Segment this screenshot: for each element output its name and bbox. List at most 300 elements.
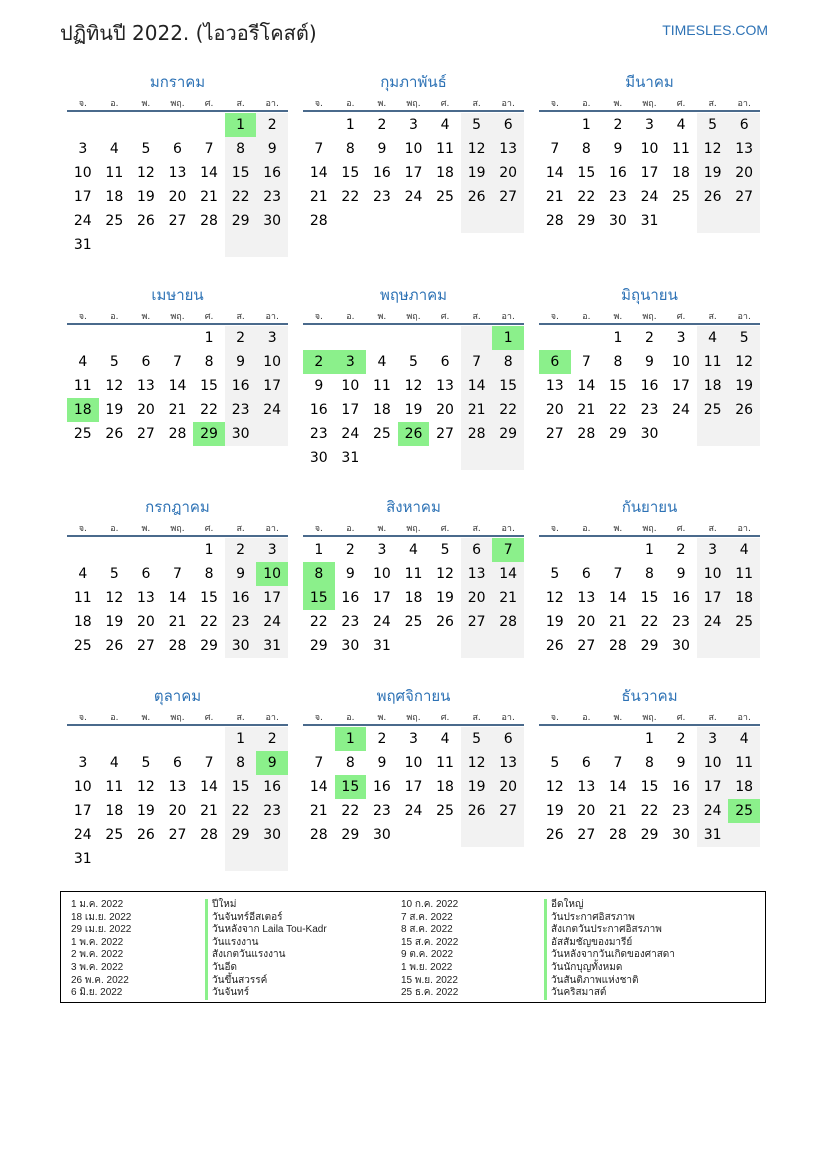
weekday-label: พฤ. (170, 713, 185, 723)
legend-holiday-name: วันหลังจาก Laila Tou-Kadr (205, 924, 327, 937)
day-cell: 10 (703, 755, 722, 771)
day-cell: 17 (263, 378, 282, 394)
day-cell: 11 (735, 755, 754, 771)
day-cell: 30 (608, 213, 627, 229)
month-block (539, 286, 760, 486)
day-cell: 31 (73, 237, 92, 253)
day-cell: 9 (676, 566, 686, 582)
month-name: เมษายน (151, 286, 204, 304)
weekday-label: อ. (346, 524, 355, 534)
weekday-label: พ. (613, 713, 623, 723)
day-cell: 25 (703, 402, 722, 418)
day-cell: 3 (708, 542, 718, 558)
month-block (303, 73, 524, 273)
day-cell: 5 (109, 566, 119, 582)
day-cell: 21 (577, 402, 596, 418)
day-cell: 11 (105, 165, 124, 181)
weekday-label: ศ. (440, 99, 450, 109)
month-name: กรกฎาคม (145, 498, 210, 516)
weekday-label: อา. (265, 312, 279, 322)
day-cell: 15 (608, 378, 627, 394)
day-cell: 15 (640, 779, 659, 795)
legend-date: 7 ส.ค. 2022 (401, 911, 453, 923)
day-cell: 18 (735, 590, 754, 606)
day-cell: 12 (703, 141, 722, 157)
day-cell: 3 (645, 117, 654, 133)
day-cell: 16 (672, 590, 690, 606)
day-cell: 26 (136, 213, 155, 229)
month-block (67, 687, 288, 887)
month-block (67, 73, 288, 273)
weekday-label: พ. (141, 713, 151, 723)
day-cell: 11 (105, 779, 124, 795)
weekday-header (303, 521, 524, 533)
day-grid (303, 326, 524, 470)
day-cell: 29 (231, 827, 250, 843)
day-cell: 13 (499, 755, 518, 771)
day-cell: 6 (141, 354, 151, 370)
day-cell: 20 (168, 803, 187, 819)
day-cell: 21 (200, 189, 218, 205)
day-cell: 6 (503, 731, 513, 747)
day-cell: 25 (73, 638, 92, 654)
weekday-header (67, 96, 288, 108)
header-rule (303, 724, 524, 726)
day-cell: 16 (231, 378, 250, 394)
day-cell: 14 (608, 779, 627, 795)
day-cell: 28 (499, 614, 518, 630)
legend-holiday-name: วันจันทร์ (205, 987, 327, 1000)
day-cell: 26 (467, 803, 486, 819)
weekday-label: อ. (110, 524, 119, 534)
header-rule (67, 110, 288, 112)
day-cell: 22 (640, 614, 659, 630)
weekday-label: พฤ. (406, 99, 421, 109)
day-cell: 18 (404, 590, 423, 606)
day-cell: 23 (672, 614, 690, 630)
weekday-label: อ. (110, 99, 119, 109)
weekday-label: อ. (582, 713, 591, 723)
holiday-day-cell: 18 (67, 398, 99, 422)
day-cell: 28 (309, 827, 328, 843)
weekday-label: อ. (582, 312, 591, 322)
day-cell: 14 (168, 378, 187, 394)
weekday-label: พฤ. (642, 312, 657, 322)
day-cell: 6 (173, 141, 182, 157)
weekday-header (67, 710, 288, 722)
weekday-header (539, 710, 760, 722)
day-cell: 15 (577, 165, 596, 181)
weekday-label: ส. (472, 99, 481, 109)
day-cell: 27 (545, 426, 564, 442)
day-cell: 10 (672, 354, 690, 370)
day-cell: 20 (136, 402, 155, 418)
day-cell: 17 (341, 402, 360, 418)
day-cell: 20 (577, 803, 596, 819)
day-cell: 24 (263, 614, 282, 630)
day-cell: 8 (581, 141, 591, 157)
day-cell: 18 (105, 189, 124, 205)
weekday-label: พ. (141, 312, 151, 322)
holiday-legend (60, 891, 766, 1003)
day-cell: 2 (267, 117, 277, 133)
day-cell: 23 (608, 189, 627, 205)
day-cell: 15 (200, 590, 218, 606)
day-cell: 13 (545, 378, 564, 394)
weekday-label: พฤ. (406, 312, 421, 322)
day-cell: 26 (136, 827, 155, 843)
day-cell: 4 (440, 117, 450, 133)
day-cell: 23 (231, 402, 250, 418)
day-cell: 21 (608, 803, 627, 819)
day-cell: 30 (309, 450, 328, 466)
day-cell: 28 (168, 426, 187, 442)
day-grid (67, 727, 288, 871)
legend-holiday-name: วันจันทร์อีสเตอร์ (205, 912, 327, 925)
day-cell: 27 (136, 638, 155, 654)
weekday-label: พฤ. (170, 312, 185, 322)
day-cell: 14 (309, 165, 328, 181)
day-cell: 19 (404, 402, 423, 418)
day-cell: 18 (436, 779, 454, 795)
day-cell: 21 (168, 614, 187, 630)
day-cell: 9 (645, 354, 654, 370)
weekday-label: ส. (472, 524, 481, 534)
weekday-label: ส. (236, 99, 245, 109)
weekday-label: อา. (265, 524, 279, 534)
day-cell: 30 (640, 426, 659, 442)
day-cell: 10 (73, 779, 92, 795)
day-cell: 7 (173, 566, 182, 582)
holiday-day-cell: 25 (728, 799, 760, 823)
day-cell: 28 (467, 426, 486, 442)
weekday-label: ส. (236, 524, 245, 534)
day-cell: 14 (577, 378, 596, 394)
day-cell: 23 (640, 402, 659, 418)
day-cell: 10 (640, 141, 659, 157)
day-cell: 14 (467, 378, 486, 394)
day-cell: 31 (372, 638, 391, 654)
legend-left-names (205, 899, 327, 1000)
day-cell: 2 (236, 542, 246, 558)
day-cell: 9 (377, 755, 387, 771)
day-cell: 31 (640, 213, 659, 229)
day-cell: 14 (168, 590, 187, 606)
day-cell: 16 (309, 402, 328, 418)
day-cell: 6 (472, 542, 482, 558)
weekday-label: อ. (346, 312, 355, 322)
day-cell: 5 (550, 566, 560, 582)
weekday-label: จ. (78, 99, 87, 109)
day-cell: 5 (708, 117, 718, 133)
holiday-day-cell: 2 (303, 350, 335, 374)
month-block (67, 286, 288, 486)
day-cell: 4 (78, 354, 88, 370)
day-cell: 2 (613, 117, 623, 133)
day-cell: 19 (136, 189, 155, 205)
weekday-label: พฤ. (170, 99, 185, 109)
day-cell: 16 (341, 590, 360, 606)
day-cell: 30 (263, 827, 282, 843)
day-cell: 24 (263, 402, 282, 418)
day-cell: 12 (545, 590, 564, 606)
header-rule (539, 724, 760, 726)
day-cell: 3 (78, 141, 88, 157)
day-cell: 24 (404, 189, 423, 205)
day-cell: 22 (577, 189, 596, 205)
weekday-label: จ. (314, 713, 323, 723)
month-block (303, 687, 524, 887)
day-cell: 7 (472, 354, 482, 370)
day-cell: 27 (136, 426, 155, 442)
day-grid (67, 326, 288, 470)
day-cell: 24 (73, 827, 92, 843)
day-grid (539, 727, 760, 871)
day-cell: 1 (645, 731, 654, 747)
holiday-day-cell: 6 (539, 350, 571, 374)
legend-holiday-name: วันขึ้นสวรรค์ (205, 975, 327, 988)
month-block (539, 498, 760, 698)
day-cell: 20 (168, 189, 187, 205)
day-cell: 17 (703, 590, 722, 606)
day-cell: 9 (377, 141, 387, 157)
month-block (539, 687, 760, 887)
day-cell: 9 (236, 354, 246, 370)
legend-holiday-name: วันสันติภาพแห่งชาติ (544, 975, 675, 988)
day-cell: 18 (735, 779, 754, 795)
day-cell: 2 (267, 731, 277, 747)
day-cell: 10 (372, 566, 391, 582)
day-cell: 15 (231, 165, 250, 181)
day-cell: 5 (141, 755, 151, 771)
day-cell: 23 (309, 426, 328, 442)
header-rule (67, 323, 288, 325)
weekday-label: ศ. (676, 713, 686, 723)
day-cell: 22 (608, 402, 627, 418)
day-cell: 21 (545, 189, 564, 205)
month-name: ตุลาคม (153, 687, 202, 705)
day-cell: 2 (676, 731, 686, 747)
day-cell: 7 (204, 755, 214, 771)
weekday-label: ศ. (676, 312, 686, 322)
month-block (303, 498, 524, 698)
day-grid (303, 538, 524, 682)
weekday-label: จ. (550, 99, 559, 109)
day-cell: 7 (173, 354, 182, 370)
legend-date: 2 พ.ค. 2022 (71, 949, 124, 961)
header-rule (303, 535, 524, 537)
day-cell: 8 (345, 755, 355, 771)
day-cell: 6 (581, 755, 591, 771)
holiday-day-cell: 1 (335, 727, 367, 751)
day-cell: 25 (735, 614, 754, 630)
day-cell: 30 (231, 638, 250, 654)
day-cell: 12 (105, 378, 124, 394)
day-cell: 8 (345, 141, 355, 157)
day-cell: 11 (436, 755, 454, 771)
day-cell: 31 (341, 450, 360, 466)
day-cell: 5 (739, 330, 749, 346)
legend-date: 9 ต.ค. 2022 (401, 949, 454, 961)
holiday-day-cell: 29 (193, 422, 225, 446)
legend-holiday-name: อัสสัมชัญของมารีย์ (544, 937, 675, 950)
day-cell: 22 (341, 189, 360, 205)
day-cell: 29 (608, 426, 627, 442)
day-cell: 12 (105, 590, 124, 606)
weekday-label: ส. (708, 99, 717, 109)
weekday-header (67, 309, 288, 321)
day-cell: 12 (467, 141, 486, 157)
day-cell: 14 (200, 165, 218, 181)
day-cell: 20 (499, 165, 518, 181)
day-cell: 13 (168, 779, 187, 795)
weekday-label: จ. (314, 99, 323, 109)
weekday-label: จ. (314, 524, 323, 534)
legend-holiday-name: อีดใหญ่ (544, 899, 675, 912)
weekday-label: พ. (377, 524, 387, 534)
day-cell: 4 (676, 117, 686, 133)
legend-holiday-name: สังเกตวันแรงงาน (205, 949, 327, 962)
day-cell: 12 (545, 779, 564, 795)
day-cell: 26 (735, 402, 754, 418)
day-cell: 19 (545, 614, 564, 630)
day-cell: 16 (672, 779, 690, 795)
day-cell: 27 (168, 213, 187, 229)
header-rule (539, 323, 760, 325)
day-cell: 21 (499, 590, 518, 606)
day-cell: 24 (672, 402, 690, 418)
weekday-header (539, 521, 760, 533)
day-cell: 29 (231, 213, 250, 229)
day-cell: 8 (613, 354, 623, 370)
day-cell: 19 (467, 779, 486, 795)
day-cell: 8 (236, 141, 246, 157)
day-cell: 24 (372, 614, 391, 630)
day-cell: 5 (440, 542, 450, 558)
day-cell: 4 (109, 141, 119, 157)
day-cell: 23 (231, 614, 250, 630)
day-cell: 12 (735, 354, 754, 370)
day-grid (539, 538, 760, 682)
header-rule (67, 724, 288, 726)
legend-date: 18 เม.ย. 2022 (71, 911, 132, 923)
weekday-label: อ. (582, 99, 591, 109)
day-cell: 2 (645, 330, 654, 346)
day-cell: 15 (499, 378, 518, 394)
day-cell: 22 (200, 614, 218, 630)
weekday-label: ศ. (204, 524, 214, 534)
day-cell: 20 (499, 779, 518, 795)
weekday-label: พ. (613, 312, 623, 322)
weekday-label: อา. (501, 99, 515, 109)
weekday-label: พ. (613, 99, 623, 109)
day-cell: 21 (309, 803, 328, 819)
weekday-label: อ. (582, 524, 591, 534)
month-block (303, 286, 524, 486)
holiday-day-cell: 8 (303, 562, 335, 586)
weekday-label: จ. (314, 312, 323, 322)
weekday-label: อา. (737, 713, 751, 723)
day-cell: 6 (141, 566, 151, 582)
day-cell: 1 (236, 731, 246, 747)
day-cell: 23 (372, 803, 391, 819)
day-cell: 9 (345, 566, 355, 582)
holiday-day-cell: 15 (303, 586, 335, 610)
weekday-label: พฤ. (642, 524, 657, 534)
weekday-label: ส. (708, 524, 717, 534)
day-cell: 27 (168, 827, 187, 843)
day-cell: 3 (708, 731, 718, 747)
day-grid (539, 113, 760, 257)
day-cell: 28 (168, 638, 187, 654)
month-block (539, 73, 760, 273)
day-cell: 17 (640, 165, 659, 181)
day-cell: 6 (440, 354, 450, 370)
holiday-day-cell: 1 (492, 326, 524, 350)
day-cell: 15 (640, 590, 659, 606)
day-cell: 13 (136, 590, 155, 606)
day-cell: 8 (645, 566, 654, 582)
legend-date: 8 ส.ค. 2022 (401, 924, 453, 936)
legend-right-names (544, 899, 675, 1000)
day-cell: 19 (545, 803, 564, 819)
holiday-day-cell: 9 (256, 751, 288, 775)
weekday-label: พฤ. (406, 524, 421, 534)
day-cell: 27 (499, 803, 518, 819)
day-cell: 22 (499, 402, 518, 418)
weekday-label: อา. (265, 713, 279, 723)
legend-holiday-name: วันประกาศอิสรภาพ (544, 912, 675, 925)
header-rule (67, 535, 288, 537)
day-cell: 26 (545, 827, 564, 843)
day-cell: 29 (309, 638, 328, 654)
day-cell: 27 (577, 827, 596, 843)
legend-date: 29 เม.ย. 2022 (71, 924, 132, 936)
day-cell: 25 (73, 426, 92, 442)
day-cell: 25 (672, 189, 690, 205)
day-cell: 10 (404, 141, 423, 157)
day-cell: 23 (372, 189, 391, 205)
day-cell: 25 (404, 614, 423, 630)
day-cell: 25 (105, 827, 124, 843)
legend-holiday-name: สังเกตวันประกาศอิสรภาพ (544, 924, 675, 937)
legend-date: 3 พ.ค. 2022 (71, 961, 124, 973)
weekday-label: ส. (472, 312, 481, 322)
day-cell: 29 (640, 638, 659, 654)
day-cell: 5 (472, 731, 482, 747)
weekday-label: พ. (141, 524, 151, 534)
day-cell: 6 (503, 117, 513, 133)
holiday-day-cell: 1 (225, 113, 257, 137)
site-link[interactable]: TIMESLES.COM (662, 22, 768, 38)
holiday-day-cell: 10 (256, 562, 288, 586)
day-cell: 3 (377, 542, 387, 558)
day-cell: 24 (341, 426, 360, 442)
weekday-label: อ. (110, 312, 119, 322)
day-cell: 29 (200, 638, 218, 654)
day-cell: 18 (703, 378, 722, 394)
day-cell: 25 (372, 426, 391, 442)
day-cell: 7 (550, 141, 560, 157)
day-cell: 13 (136, 378, 155, 394)
day-cell: 9 (267, 141, 277, 157)
day-grid (67, 538, 288, 682)
day-cell: 24 (404, 803, 423, 819)
day-cell: 11 (73, 378, 92, 394)
weekday-header (539, 309, 760, 321)
month-block (67, 498, 288, 698)
day-cell: 3 (267, 542, 277, 558)
